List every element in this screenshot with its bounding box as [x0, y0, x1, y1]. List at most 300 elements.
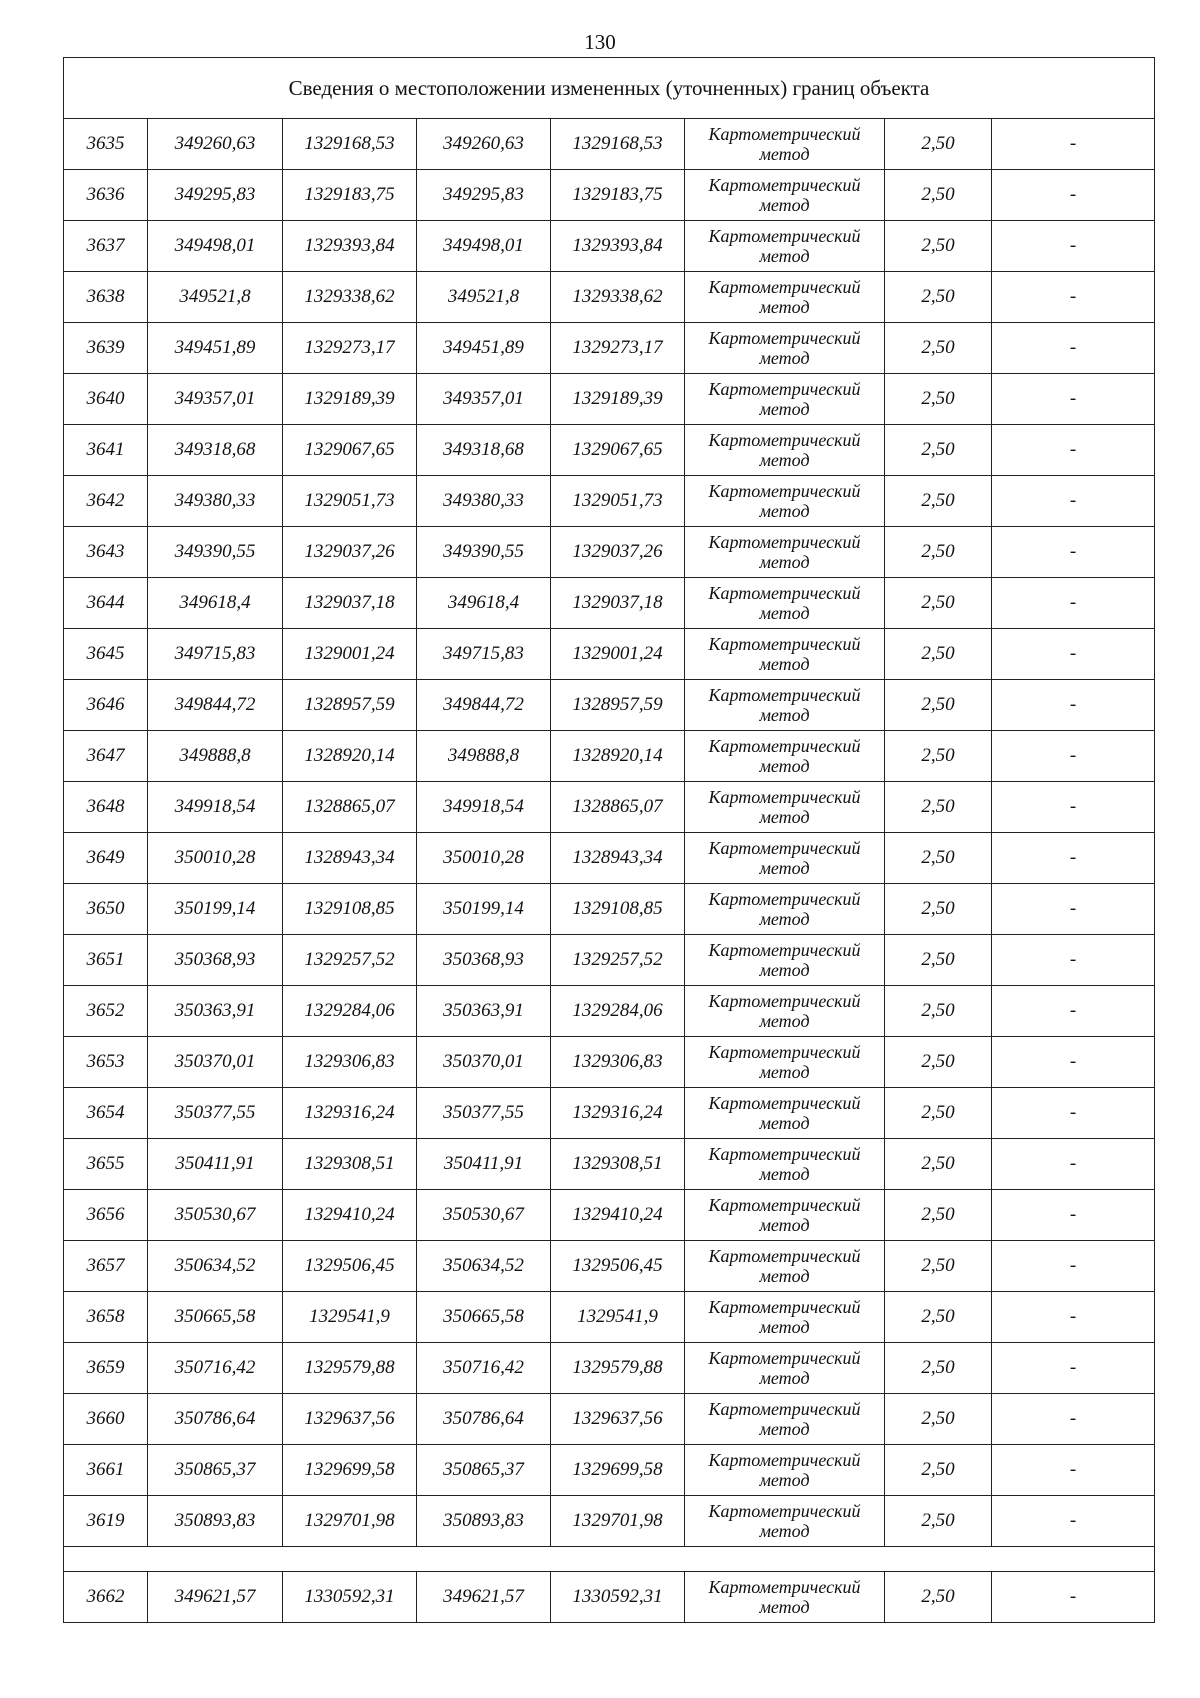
method-cell — [685, 1292, 885, 1343]
method-line1: Картометрический — [708, 583, 861, 603]
accuracy-cell: 2,50 — [885, 578, 992, 629]
method-line1: Картометрический — [708, 1297, 861, 1317]
y-refined-cell: 1328920,14 — [551, 731, 685, 782]
description-cell: - — [992, 1241, 1155, 1292]
x-refined-cell: 349888,8 — [417, 731, 551, 782]
y-existing-cell: 1329579,88 — [283, 1343, 417, 1394]
method-line2: метод — [759, 1470, 810, 1490]
accuracy-cell: 2,50 — [885, 476, 992, 527]
accuracy-cell: 2,50 — [885, 884, 992, 935]
y-existing-cell: 1329273,17 — [283, 323, 417, 374]
table-row — [64, 1037, 1155, 1088]
y-existing-cell: 1329308,51 — [283, 1139, 417, 1190]
x-existing-cell: 350665,58 — [148, 1292, 283, 1343]
point-number-cell: 3619 — [64, 1496, 148, 1547]
x-existing-cell: 349318,68 — [148, 425, 283, 476]
x-refined-cell: 349390,55 — [417, 527, 551, 578]
description-cell: - — [992, 935, 1155, 986]
x-existing-cell: 349451,89 — [148, 323, 283, 374]
method-cell — [685, 425, 885, 476]
accuracy-cell: 2,50 — [885, 1139, 992, 1190]
y-existing-cell: 1329168,53 — [283, 119, 417, 170]
x-refined-cell: 350786,64 — [417, 1394, 551, 1445]
y-refined-cell: 1328865,07 — [551, 782, 685, 833]
x-refined-cell: 350634,52 — [417, 1241, 551, 1292]
description-cell: - — [992, 1292, 1155, 1343]
method-line2: метод — [759, 1062, 810, 1082]
x-existing-cell: 349390,55 — [148, 527, 283, 578]
table-row — [64, 833, 1155, 884]
x-refined-cell: 349318,68 — [417, 425, 551, 476]
x-existing-cell: 350411,91 — [148, 1139, 283, 1190]
y-existing-cell: 1329037,18 — [283, 578, 417, 629]
y-refined-cell: 1329579,88 — [551, 1343, 685, 1394]
x-existing-cell: 349844,72 — [148, 680, 283, 731]
method-cell — [685, 1037, 885, 1088]
x-existing-cell: 350377,55 — [148, 1088, 283, 1139]
point-number-cell: 3650 — [64, 884, 148, 935]
y-existing-cell: 1329306,83 — [283, 1037, 417, 1088]
y-refined-cell: 1329168,53 — [551, 119, 685, 170]
description-cell: - — [992, 680, 1155, 731]
point-number-cell: 3641 — [64, 425, 148, 476]
x-refined-cell: 350377,55 — [417, 1088, 551, 1139]
method-line1: Картометрический — [708, 634, 861, 654]
description-cell: - — [992, 1572, 1155, 1623]
description-cell: - — [992, 374, 1155, 425]
table-row — [64, 884, 1155, 935]
method-line1: Картометрический — [708, 991, 861, 1011]
point-number-cell: 3649 — [64, 833, 148, 884]
accuracy-cell: 2,50 — [885, 782, 992, 833]
accuracy-cell: 2,50 — [885, 425, 992, 476]
accuracy-cell: 2,50 — [885, 1292, 992, 1343]
y-refined-cell: 1329393,84 — [551, 221, 685, 272]
x-refined-cell: 350199,14 — [417, 884, 551, 935]
x-existing-cell: 350634,52 — [148, 1241, 283, 1292]
method-line2: метод — [759, 603, 810, 623]
method-line1: Картометрический — [708, 328, 861, 348]
accuracy-cell: 2,50 — [885, 272, 992, 323]
y-existing-cell: 1329410,24 — [283, 1190, 417, 1241]
table-row — [64, 986, 1155, 1037]
accuracy-cell: 2,50 — [885, 1445, 992, 1496]
accuracy-cell: 2,50 — [885, 1037, 992, 1088]
table-row — [64, 272, 1155, 323]
table-row — [64, 1139, 1155, 1190]
method-line1: Картометрический — [708, 1450, 861, 1470]
y-existing-cell: 1329699,58 — [283, 1445, 417, 1496]
x-refined-cell: 350368,93 — [417, 935, 551, 986]
x-refined-cell: 350370,01 — [417, 1037, 551, 1088]
accuracy-cell: 2,50 — [885, 1190, 992, 1241]
y-existing-cell: 1328957,59 — [283, 680, 417, 731]
y-refined-cell: 1329273,17 — [551, 323, 685, 374]
point-number-cell: 3661 — [64, 1445, 148, 1496]
x-refined-cell: 349618,4 — [417, 578, 551, 629]
method-line1: Картометрический — [708, 1195, 861, 1215]
y-refined-cell: 1329001,24 — [551, 629, 685, 680]
x-refined-cell: 349451,89 — [417, 323, 551, 374]
table-row — [64, 782, 1155, 833]
x-refined-cell: 349844,72 — [417, 680, 551, 731]
description-cell: - — [992, 221, 1155, 272]
y-existing-cell: 1329067,65 — [283, 425, 417, 476]
y-refined-cell: 1329051,73 — [551, 476, 685, 527]
accuracy-cell: 2,50 — [885, 1088, 992, 1139]
x-refined-cell: 350010,28 — [417, 833, 551, 884]
method-cell — [685, 374, 885, 425]
point-number-cell: 3646 — [64, 680, 148, 731]
table-row — [64, 1241, 1155, 1292]
accuracy-cell: 2,50 — [885, 986, 992, 1037]
x-existing-cell: 349618,4 — [148, 578, 283, 629]
y-existing-cell: 1329701,98 — [283, 1496, 417, 1547]
method-line2: метод — [759, 1368, 810, 1388]
method-line2: метод — [759, 1113, 810, 1133]
method-line2: метод — [759, 1215, 810, 1235]
point-number-cell: 3656 — [64, 1190, 148, 1241]
method-line1: Картометрический — [708, 1501, 861, 1521]
table-row — [64, 1572, 1155, 1623]
method-line2: метод — [759, 450, 810, 470]
method-cell — [685, 1394, 885, 1445]
x-refined-cell: 349260,63 — [417, 119, 551, 170]
accuracy-cell: 2,50 — [885, 833, 992, 884]
y-existing-cell: 1329637,56 — [283, 1394, 417, 1445]
method-line2: метод — [759, 756, 810, 776]
method-line2: метод — [759, 552, 810, 572]
point-number-cell: 3655 — [64, 1139, 148, 1190]
spacer-cell — [64, 1547, 1155, 1572]
method-line2: метод — [759, 705, 810, 725]
method-cell — [685, 731, 885, 782]
method-line1: Картометрический — [708, 532, 861, 552]
description-cell: - — [992, 1445, 1155, 1496]
table-row — [64, 1394, 1155, 1445]
y-existing-cell: 1328920,14 — [283, 731, 417, 782]
table-row — [64, 527, 1155, 578]
point-number-cell: 3638 — [64, 272, 148, 323]
method-line2: метод — [759, 909, 810, 929]
point-number-cell: 3657 — [64, 1241, 148, 1292]
point-number-cell: 3653 — [64, 1037, 148, 1088]
method-cell — [685, 629, 885, 680]
description-cell: - — [992, 986, 1155, 1037]
method-line2: метод — [759, 807, 810, 827]
x-refined-cell: 350893,83 — [417, 1496, 551, 1547]
y-refined-cell: 1329308,51 — [551, 1139, 685, 1190]
method-line2: метод — [759, 348, 810, 368]
description-cell: - — [992, 1139, 1155, 1190]
x-existing-cell: 349498,01 — [148, 221, 283, 272]
method-line2: метод — [759, 501, 810, 521]
method-cell — [685, 884, 885, 935]
method-line2: метод — [759, 297, 810, 317]
spacer-row — [64, 1547, 1155, 1572]
table-row — [64, 119, 1155, 170]
method-cell — [685, 1572, 885, 1623]
point-number-cell: 3647 — [64, 731, 148, 782]
point-number-cell: 3639 — [64, 323, 148, 374]
x-existing-cell: 349260,63 — [148, 119, 283, 170]
method-cell — [685, 476, 885, 527]
accuracy-cell: 2,50 — [885, 170, 992, 221]
method-cell — [685, 1445, 885, 1496]
accuracy-cell: 2,50 — [885, 1394, 992, 1445]
method-cell — [685, 272, 885, 323]
method-cell — [685, 782, 885, 833]
point-number-cell: 3642 — [64, 476, 148, 527]
method-line1: Картометрический — [708, 175, 861, 195]
accuracy-cell: 2,50 — [885, 629, 992, 680]
accuracy-cell: 2,50 — [885, 680, 992, 731]
y-refined-cell: 1328957,59 — [551, 680, 685, 731]
x-refined-cell: 349295,83 — [417, 170, 551, 221]
method-cell — [685, 119, 885, 170]
y-refined-cell: 1329067,65 — [551, 425, 685, 476]
y-existing-cell: 1329189,39 — [283, 374, 417, 425]
table-row — [64, 1496, 1155, 1547]
method-line2: метод — [759, 195, 810, 215]
method-cell — [685, 221, 885, 272]
point-number-cell: 3654 — [64, 1088, 148, 1139]
method-cell — [685, 1190, 885, 1241]
y-refined-cell: 1329316,24 — [551, 1088, 685, 1139]
accuracy-cell: 2,50 — [885, 1496, 992, 1547]
description-cell: - — [992, 323, 1155, 374]
description-cell: - — [992, 425, 1155, 476]
point-number-cell: 3660 — [64, 1394, 148, 1445]
point-number-cell: 3645 — [64, 629, 148, 680]
method-line1: Картометрический — [708, 1348, 861, 1368]
method-line2: метод — [759, 246, 810, 266]
x-existing-cell: 350363,91 — [148, 986, 283, 1037]
table-row — [64, 374, 1155, 425]
x-refined-cell: 350530,67 — [417, 1190, 551, 1241]
method-line2: метод — [759, 399, 810, 419]
accuracy-cell: 2,50 — [885, 323, 992, 374]
table-title: Сведения о местоположении измененных (уточненных) границ объекта — [64, 58, 1155, 119]
method-line1: Картометрический — [708, 1042, 861, 1062]
x-existing-cell: 350010,28 — [148, 833, 283, 884]
x-existing-cell: 349621,57 — [148, 1572, 283, 1623]
method-line1: Картометрический — [708, 838, 861, 858]
accuracy-cell: 2,50 — [885, 1572, 992, 1623]
description-cell: - — [992, 1343, 1155, 1394]
method-line2: метод — [759, 144, 810, 164]
method-line2: метод — [759, 1266, 810, 1286]
table-row — [64, 1190, 1155, 1241]
table-row — [64, 170, 1155, 221]
boundary-coordinates-table — [63, 57, 1155, 1623]
y-existing-cell: 1329316,24 — [283, 1088, 417, 1139]
point-number-cell: 3652 — [64, 986, 148, 1037]
description-cell: - — [992, 578, 1155, 629]
method-line2: метод — [759, 858, 810, 878]
accuracy-cell: 2,50 — [885, 731, 992, 782]
method-cell — [685, 680, 885, 731]
x-existing-cell: 350716,42 — [148, 1343, 283, 1394]
point-number-cell: 3636 — [64, 170, 148, 221]
y-existing-cell: 1329284,06 — [283, 986, 417, 1037]
description-cell: - — [992, 527, 1155, 578]
point-number-cell: 3651 — [64, 935, 148, 986]
table-row — [64, 1292, 1155, 1343]
description-cell: - — [992, 629, 1155, 680]
point-number-cell: 3640 — [64, 374, 148, 425]
x-refined-cell: 350865,37 — [417, 1445, 551, 1496]
method-cell — [685, 578, 885, 629]
method-cell — [685, 323, 885, 374]
description-cell: - — [992, 731, 1155, 782]
description-cell: - — [992, 1496, 1155, 1547]
description-cell: - — [992, 119, 1155, 170]
method-line1: Картометрический — [708, 1093, 861, 1113]
x-refined-cell: 350716,42 — [417, 1343, 551, 1394]
description-cell: - — [992, 884, 1155, 935]
y-existing-cell: 1329051,73 — [283, 476, 417, 527]
accuracy-cell: 2,50 — [885, 119, 992, 170]
y-refined-cell: 1329108,85 — [551, 884, 685, 935]
accuracy-cell: 2,50 — [885, 221, 992, 272]
x-existing-cell: 349888,8 — [148, 731, 283, 782]
y-existing-cell: 1329506,45 — [283, 1241, 417, 1292]
method-cell — [685, 1343, 885, 1394]
y-refined-cell: 1329183,75 — [551, 170, 685, 221]
description-cell: - — [992, 476, 1155, 527]
x-refined-cell: 349521,8 — [417, 272, 551, 323]
y-existing-cell: 1329001,24 — [283, 629, 417, 680]
y-refined-cell: 1329541,9 — [551, 1292, 685, 1343]
method-cell — [685, 986, 885, 1037]
y-refined-cell: 1329338,62 — [551, 272, 685, 323]
method-line2: метод — [759, 1317, 810, 1337]
table-row — [64, 323, 1155, 374]
table-row — [64, 221, 1155, 272]
description-cell: - — [992, 833, 1155, 884]
method-line1: Картометрический — [708, 430, 861, 450]
x-refined-cell: 350665,58 — [417, 1292, 551, 1343]
x-refined-cell: 349621,57 — [417, 1572, 551, 1623]
method-line1: Картометрический — [708, 379, 861, 399]
table-row — [64, 1445, 1155, 1496]
description-cell: - — [992, 782, 1155, 833]
y-refined-cell: 1329410,24 — [551, 1190, 685, 1241]
x-existing-cell: 350530,67 — [148, 1190, 283, 1241]
x-refined-cell: 350411,91 — [417, 1139, 551, 1190]
y-refined-cell: 1329699,58 — [551, 1445, 685, 1496]
table-row — [64, 680, 1155, 731]
table-row — [64, 1343, 1155, 1394]
table-row — [64, 935, 1155, 986]
x-refined-cell: 349380,33 — [417, 476, 551, 527]
table-row — [64, 731, 1155, 782]
y-existing-cell: 1329037,26 — [283, 527, 417, 578]
method-line1: Картометрический — [708, 1577, 861, 1597]
method-line2: метод — [759, 654, 810, 674]
y-existing-cell: 1329108,85 — [283, 884, 417, 935]
x-existing-cell: 350199,14 — [148, 884, 283, 935]
point-number-cell: 3635 — [64, 119, 148, 170]
y-existing-cell: 1328865,07 — [283, 782, 417, 833]
accuracy-cell: 2,50 — [885, 374, 992, 425]
x-existing-cell: 349295,83 — [148, 170, 283, 221]
x-existing-cell: 349715,83 — [148, 629, 283, 680]
y-refined-cell: 1329284,06 — [551, 986, 685, 1037]
method-line1: Картометрический — [708, 736, 861, 756]
y-refined-cell: 1329257,52 — [551, 935, 685, 986]
x-refined-cell: 349715,83 — [417, 629, 551, 680]
method-line2: метод — [759, 1164, 810, 1184]
x-existing-cell: 349918,54 — [148, 782, 283, 833]
method-cell — [685, 935, 885, 986]
table-row — [64, 629, 1155, 680]
method-line1: Картометрический — [708, 124, 861, 144]
accuracy-cell: 2,50 — [885, 527, 992, 578]
method-line1: Картометрический — [708, 787, 861, 807]
method-cell — [685, 833, 885, 884]
y-refined-cell: 1329037,18 — [551, 578, 685, 629]
x-existing-cell: 350786,64 — [148, 1394, 283, 1445]
y-existing-cell: 1329541,9 — [283, 1292, 417, 1343]
method-line2: метод — [759, 1521, 810, 1541]
description-cell: - — [992, 1088, 1155, 1139]
x-existing-cell: 350368,93 — [148, 935, 283, 986]
description-cell: - — [992, 272, 1155, 323]
y-existing-cell: 1328943,34 — [283, 833, 417, 884]
table-title-row — [64, 58, 1155, 119]
x-refined-cell: 349918,54 — [417, 782, 551, 833]
method-line1: Картометрический — [708, 1399, 861, 1419]
y-refined-cell: 1330592,31 — [551, 1572, 685, 1623]
x-refined-cell: 350363,91 — [417, 986, 551, 1037]
table-row — [64, 476, 1155, 527]
y-existing-cell: 1329338,62 — [283, 272, 417, 323]
y-refined-cell: 1329189,39 — [551, 374, 685, 425]
point-number-cell: 3637 — [64, 221, 148, 272]
y-existing-cell: 1330592,31 — [283, 1572, 417, 1623]
x-existing-cell: 349521,8 — [148, 272, 283, 323]
table-row — [64, 425, 1155, 476]
method-cell — [685, 1088, 885, 1139]
x-existing-cell: 350865,37 — [148, 1445, 283, 1496]
method-line1: Картометрический — [708, 940, 861, 960]
y-existing-cell: 1329257,52 — [283, 935, 417, 986]
accuracy-cell: 2,50 — [885, 935, 992, 986]
method-line1: Картометрический — [708, 481, 861, 501]
y-refined-cell: 1329701,98 — [551, 1496, 685, 1547]
x-existing-cell: 349380,33 — [148, 476, 283, 527]
y-existing-cell: 1329393,84 — [283, 221, 417, 272]
method-line2: метод — [759, 1597, 810, 1617]
method-line1: Картометрический — [708, 1246, 861, 1266]
method-line2: метод — [759, 1011, 810, 1031]
method-line1: Картометрический — [708, 226, 861, 246]
point-number-cell: 3644 — [64, 578, 148, 629]
y-refined-cell: 1329506,45 — [551, 1241, 685, 1292]
method-cell — [685, 1139, 885, 1190]
point-number-cell: 3662 — [64, 1572, 148, 1623]
point-number-cell: 3648 — [64, 782, 148, 833]
description-cell: - — [992, 1190, 1155, 1241]
point-number-cell: 3643 — [64, 527, 148, 578]
method-cell — [685, 1496, 885, 1547]
method-cell — [685, 1241, 885, 1292]
y-existing-cell: 1329183,75 — [283, 170, 417, 221]
method-line1: Картометрический — [708, 1144, 861, 1164]
point-number-cell: 3658 — [64, 1292, 148, 1343]
